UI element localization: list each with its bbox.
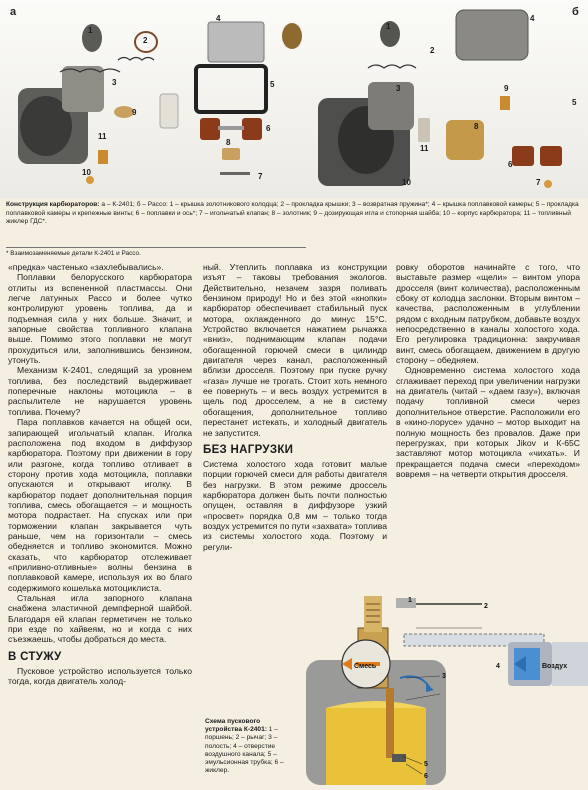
col1-paragraph-5: Стальная игла запорного клапана снабжена эластичной демпферной шайбой. Благодаря ей клапан герметичен не только при езде по хайвеям, но и когда с них съезжаешь, чтобы добраться до места.	[8, 593, 192, 645]
callout-a-11: 11	[98, 132, 107, 141]
diagram-label-air: Воздух	[542, 663, 568, 670]
photo-caption	[6, 201, 582, 227]
panel-a-label: а	[10, 6, 17, 18]
diagram-caption-lead: Схема пускового устройства К-2401:	[205, 718, 267, 734]
callout-a-9: 9	[132, 108, 137, 117]
panel-b-label: б	[572, 6, 579, 18]
diagram-number-3: 3	[442, 673, 446, 680]
diagram-number-2: 2	[484, 603, 488, 610]
footnote: * Взаимозаменяемые детали К-2401 и Рассо.	[6, 247, 306, 258]
col1-paragraph-2: Поплавки белорусского карбюратора отлиты из вспененной пластмассы. Они легче латунных Рассо и более чутко контролируют уровень топлива, да и подъемная сила у них больше. Значит, и запорные свойства топливного клапана выше. Помимо этого поплавки не могут прохудиться или, заполнившись бензином, утонуть.	[8, 272, 192, 366]
photo-caption-text: а – К-2401; б – Рассо: 1 – крышка золотникового колодца; 2 – прокладка крышки; 3 – возвратная пружина*; 4 – крышка поплавковой камеры; 5 – прокладка поплавковой камеры и крепежные винты; 6 – поплавки и ось*; 7 – игольчатый клапан; 8 – золотник; 9 – дозирующая игла и стопорная шайба; 10 – корпус карбюратора; 11 – топливный жиклер ГДС*.	[6, 201, 579, 226]
starter-diagram-drawing	[296, 568, 588, 785]
section-heading-no-load: БЕЗ НАГРУЗКИ	[203, 443, 294, 456]
callout-a-3: 3	[112, 78, 117, 87]
callout-a-8: 8	[226, 138, 231, 147]
callout-a-6: 6	[266, 124, 271, 133]
starter-diagram	[296, 568, 588, 785]
callout-b-3: 3	[396, 84, 401, 93]
diagram-label-mix: Смесь	[354, 663, 377, 670]
callout-b-8: 8	[474, 122, 479, 131]
col1-paragraph-3: Механизм К-2401, следящий за уровнем топлива, без последствий выдерживает поперечные наклоны мотоцикла – в распылителе не нарушается уровень топлива. Почему?	[8, 365, 192, 417]
col3-paragraph-2: Одновременно система холостого хода сглаживает переход при увеличении нагрузки на двигатель (читай – «даем газу»), включая подачу топливной смеси через дополнительное отверстие. Расположили его в «кино-лорусе» удачно – мотор выходит на полную мощность без провалов. Даже при перегрузках, при которых Jikov и К-65С заставляют мотор мотоцикла «чихать». И прекращается подача смеси «переходом» вовремя – на четверти открытия дросселя.	[396, 365, 580, 479]
callout-b-6: 6	[508, 160, 513, 169]
callout-a-10: 10	[82, 168, 91, 177]
callout-a-5: 5	[270, 80, 275, 89]
diagram-number-1: 1	[408, 597, 412, 604]
carburetor-photo	[0, 0, 588, 198]
article-column-3	[396, 262, 580, 479]
callout-a-7: 7	[258, 172, 263, 181]
article-column-2	[203, 262, 387, 552]
callout-b-1: 1	[386, 22, 391, 31]
diagram-caption-text: 1 – поршень; 2 – рычаг; 3 – полость; 4 – отверстие воздушного канала; 5 – эмульсионная трубка; 6 – жиклер.	[205, 726, 284, 775]
callout-a-2: 2	[143, 36, 148, 45]
callout-b-9: 9	[504, 84, 509, 93]
diagram-number-6: 6	[424, 773, 428, 780]
callout-a-1: 1	[88, 26, 93, 35]
callout-b-7: 7	[536, 178, 541, 187]
col2-paragraph-2: Система холостого хода готовит малые порции горючей смеси для работы двигателя без нагрузки. В этом режиме дроссель карбюратора должен быть почти полностью опущен, оставляя в диффузоре узкий «просвет» порядка 0,8 мм – только тогда воздух устремится по пути «захвата» топлива из системы холостого хода. Поэтому и регули-	[203, 458, 387, 552]
col2-paragraph-1: ный. Утеплить поплавка из конструкции изъят – таковы требования экологов. Действительно, незачем зазря поливать бензином природу! Но и без этой «кнопки» карбюратор обеспечивает стабильный пуск мотора, охлажденного до минус 15°С. Устройство включается нажатием рычажка «вниз», поднимающим клапан подачи обогащенной горючей смеси в цилиндр двигателя через канал, расположенный вблизи дросселя. Поэтому при пуске ручку «газа» лучше не трогать. Стоит хоть немного ее повернуть – и весь воздух устремится в щель под дросселем, а не в систему обогащения, дополнительное топливо перестанет истекать, и холодный двигатель не запустится.	[203, 262, 387, 438]
diagram-number-4: 4	[496, 663, 500, 670]
callout-b-5: 5	[572, 98, 577, 107]
callout-a-4: 4	[216, 14, 221, 23]
diagram-number-5: 5	[424, 761, 428, 768]
callout-b-2: 2	[430, 46, 435, 55]
col3-paragraph-1: ровку оборотов начинайте с того, что выставьте размер «щели» – винтом упора дросселя (винт количества), расположенным сбоку от колодца заслонки. Вторым винтом – качества, расположенным в углублении рядом с входным патрубком, добавьте воздух непосредственно в каналы холостого хода. Его регулировка традиционна: закручивая винт, смесь обогащаем, движением в другую сторону – обедняем.	[396, 262, 580, 366]
photo-caption-lead: Конструкция карбюраторов:	[6, 201, 100, 208]
section-heading-cold: В СТУЖУ	[8, 650, 62, 663]
col1-paragraph-1: «предка» частенько «захлебывались».	[8, 262, 164, 272]
callout-b-11: 11	[420, 144, 429, 153]
diagram-caption	[205, 718, 293, 775]
col1-paragraph-6: Пусковое устройство используется только тогда, когда двигатель холод-	[8, 665, 192, 687]
article-column-1	[8, 262, 192, 686]
callout-b-4: 4	[530, 14, 535, 23]
col1-paragraph-4: Пара поплавков качается на общей оси, запирающей игольчатый клапан. Иголка расположена под входом в диффузор карбюратора. Поэтому при движении в гору или разгоне, когда топливо отливает в сторону против хода мотоцикла, поплавки опускаются и открывают иголку. В карбюратор подает дополнительная порция топлива, смесь обогащается – и мощность мотора подрастает. На спусках или при торможении клапан закрывается чуть раньше, чем на горизонтали – смесь обедняется и топливо экономится. Можно сказать, что карбюратор отслеживает «приливно-отливные» волны бензина в поплавковой камере, используя их во благо содержимого кошелька мотоциклиста.	[8, 417, 192, 593]
callout-b-10: 10	[402, 178, 411, 187]
